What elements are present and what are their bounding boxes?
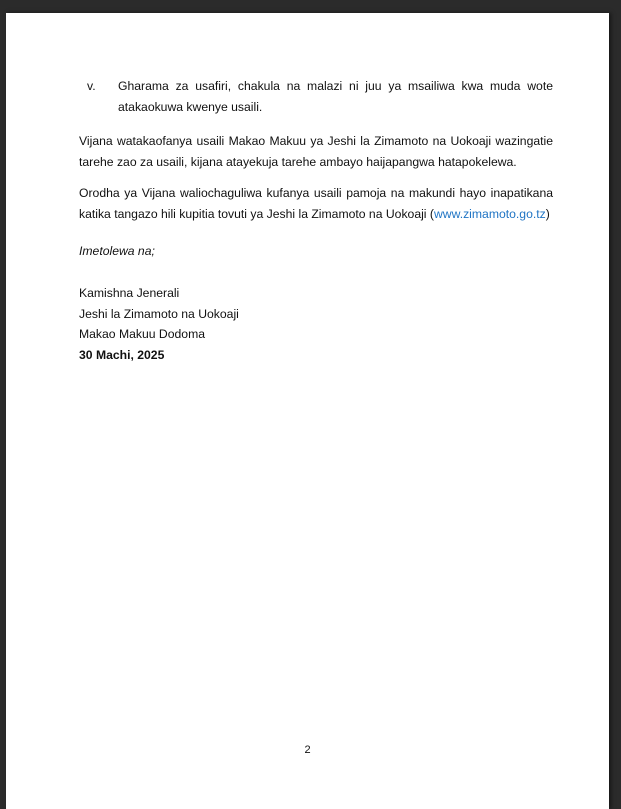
- closing-line: Imetolewa na;: [79, 244, 155, 258]
- list-marker: v.: [87, 79, 96, 93]
- document-date: 30 Machi, 2025: [79, 347, 165, 362]
- signatory-location: Makao Makuu Dodoma: [79, 327, 205, 341]
- list-item-text: Gharama za usafiri, chakula na malazi ni juu ya msailiwa kwa muda wote atakaokuwa kwenye usaili.: [118, 79, 553, 114]
- signature-block: [79, 283, 239, 365]
- signatory-organization: Jeshi la Zimamoto na Uokoaji: [79, 306, 239, 321]
- paragraph-candidate-list: [79, 183, 553, 225]
- paragraph-text: Orodha ya Vijana waliochaguliwa kufanya usaili pamoja na makundi hayo inapatikana katika tangazo hili kupitia tovuti ya Jeshi la Zimamoto na Uokoaji (: [79, 186, 553, 221]
- paragraph-text-end: ): [545, 207, 550, 221]
- page-number: 2: [304, 744, 311, 756]
- signatory-title: Kamishna Jenerali: [79, 286, 180, 300]
- website-link[interactable]: www.zimamoto.go.tz: [433, 207, 546, 221]
- document-page: [6, 13, 609, 809]
- paragraph-interview-dates: Vijana watakaofanya usaili Makao Makuu ya Jeshi la Zimamoto na Uokoaji wazingatie tarehe zao za usaili, kijana atayekuja tarehe ambayo haijapangwa hatapokelewa.: [79, 134, 553, 169]
